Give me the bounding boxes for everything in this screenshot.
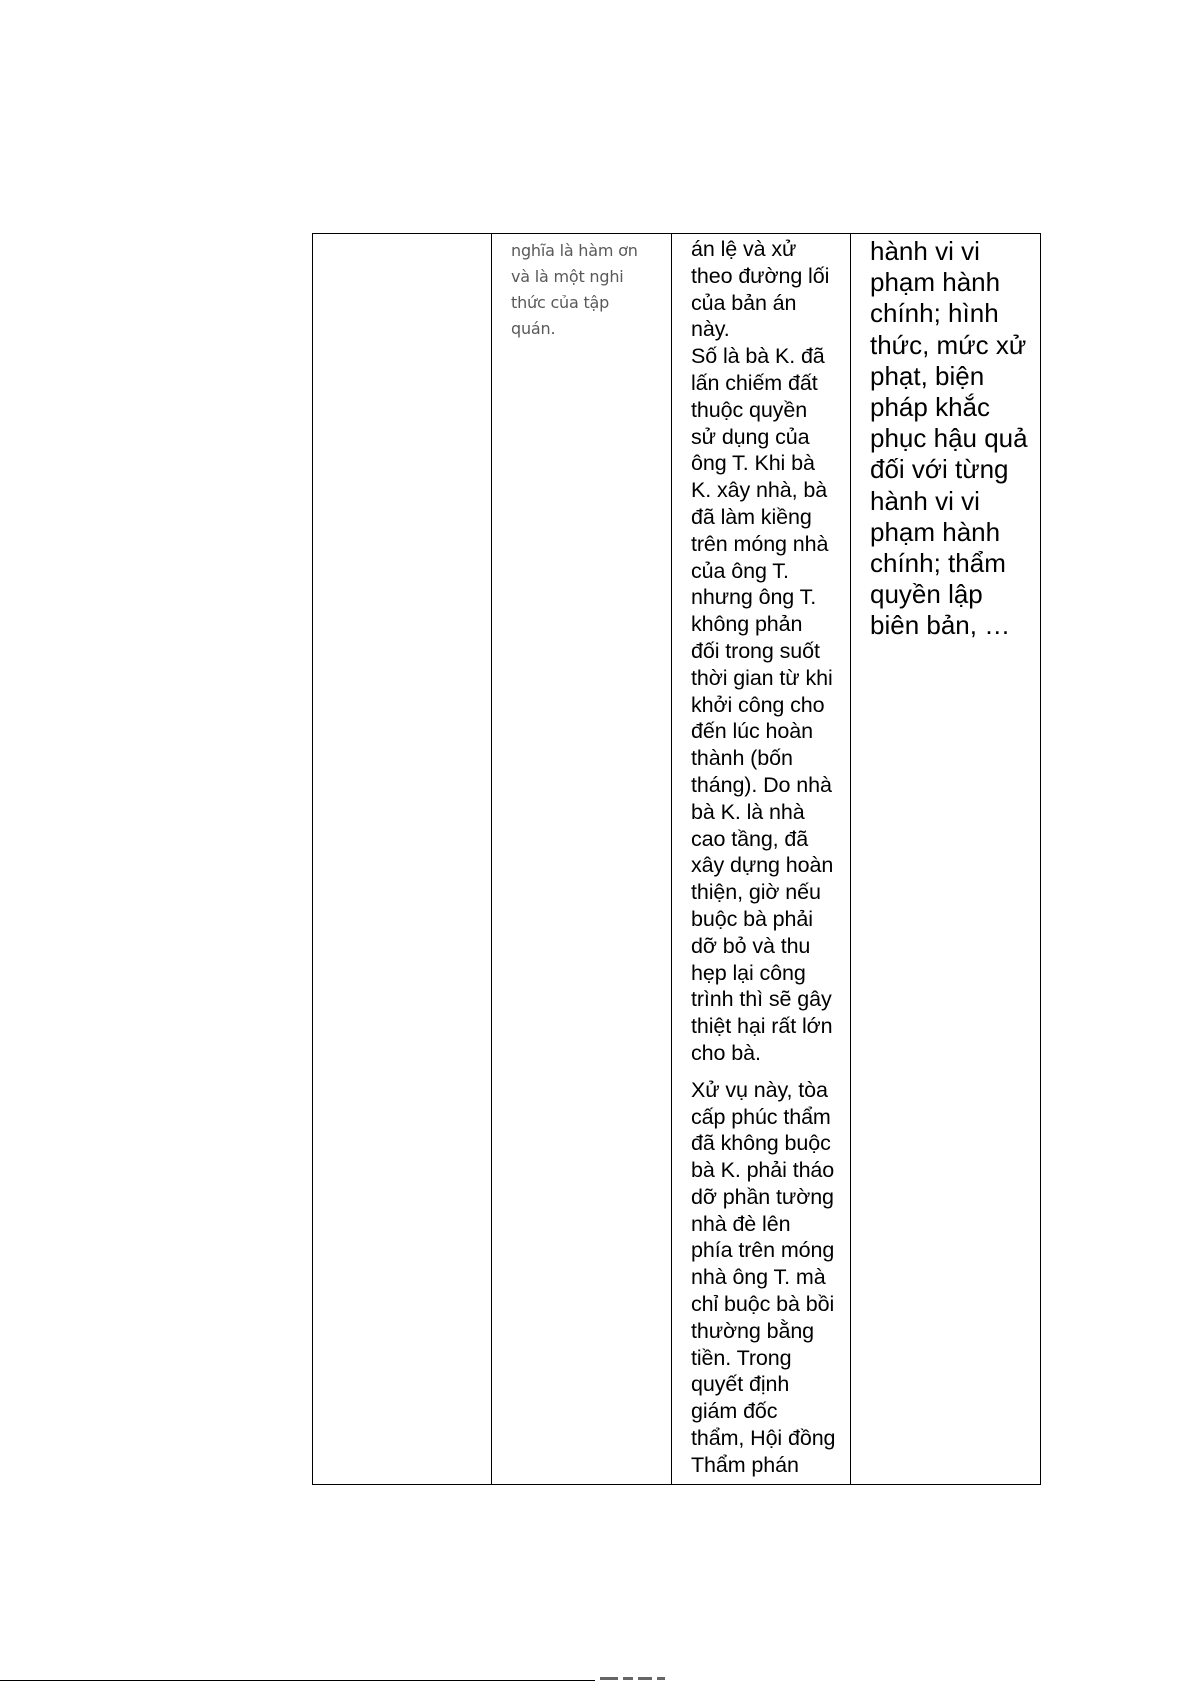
content-table bbox=[312, 233, 1041, 1485]
text-line: theo đường lối bbox=[691, 263, 830, 288]
text-line: giám đốc bbox=[691, 1399, 778, 1424]
text-line: tiền. Trong bbox=[691, 1345, 792, 1370]
text-line: hành vi vi bbox=[870, 236, 980, 266]
text-line: thiệt hại rất lớn bbox=[691, 1014, 833, 1039]
cell-column-2 bbox=[511, 238, 661, 342]
column-divider-2 bbox=[671, 234, 672, 1484]
text-line: thường bằng bbox=[691, 1318, 815, 1343]
text-line: ông T. Khi bà bbox=[691, 451, 815, 476]
text-line: phục hậu quả bbox=[870, 423, 1028, 454]
text-line: hành vi vi bbox=[870, 485, 980, 516]
text-line: phạm hành bbox=[870, 267, 1001, 298]
text-line: cho bà. bbox=[691, 1040, 761, 1065]
text-line: K. xây nhà, bà bbox=[691, 478, 828, 503]
text-line: thức của tập bbox=[511, 293, 610, 312]
text-line: cấp phúc thẩm bbox=[691, 1104, 831, 1129]
text-line: thành (bốn bbox=[691, 746, 793, 771]
text-line: nhà ông T. mà bbox=[691, 1265, 826, 1290]
text-line: dỡ phần tường bbox=[691, 1184, 834, 1209]
text-line: phạt, biện bbox=[870, 360, 985, 391]
cell-column-4 bbox=[870, 236, 1045, 642]
text-line: bà K. là nhà bbox=[691, 799, 805, 824]
text-line: đã không buộc bbox=[691, 1131, 831, 1156]
text-line: chính; hình bbox=[870, 298, 999, 329]
text-line: xây dựng hoàn bbox=[691, 853, 834, 878]
column-divider-1 bbox=[491, 234, 492, 1484]
text-line: đến lúc hoàn bbox=[691, 719, 813, 744]
text-line: đối với từng bbox=[870, 454, 1009, 485]
text-line: tháng). Do nhà bbox=[691, 772, 832, 797]
text-line: án lệ và xử bbox=[691, 237, 797, 261]
text-line: không phản bbox=[691, 612, 803, 637]
text-line: sử dụng của bbox=[691, 424, 810, 449]
text-line: chính; thẩm bbox=[870, 548, 1006, 579]
text-line: dỡ bỏ và thu bbox=[691, 933, 811, 958]
text-line: phía trên móng bbox=[691, 1238, 835, 1263]
text-line: quyền lập bbox=[870, 579, 983, 610]
text-line: nghĩa là hàm ơn bbox=[511, 241, 638, 260]
text-line: thời gian từ khi bbox=[691, 665, 833, 690]
text-line: khởi công cho bbox=[691, 692, 825, 717]
text-line: thiện, giờ nếu bbox=[691, 880, 821, 905]
text-line: đã làm kiềng bbox=[691, 504, 812, 529]
text-line: thuộc quyền bbox=[691, 397, 808, 422]
paragraph-1 bbox=[691, 236, 861, 1067]
text-line: nhưng ông T. bbox=[691, 585, 817, 610]
paragraph-2 bbox=[691, 1077, 861, 1479]
text-line: quán. bbox=[511, 319, 556, 338]
cropped-footer-text bbox=[600, 1677, 720, 1685]
text-line: chỉ buộc bà bồi bbox=[691, 1292, 835, 1317]
text-line: Thẩm phán bbox=[691, 1452, 799, 1477]
text-line: hẹp lại công bbox=[691, 960, 806, 985]
text-line: buộc bà phải bbox=[691, 906, 813, 931]
text-line: thẩm, Hội đồng bbox=[691, 1426, 836, 1451]
text-line: và là một nghi bbox=[511, 267, 624, 286]
text-line: của ông T. bbox=[691, 558, 789, 583]
text-line: pháp khắc bbox=[870, 392, 990, 423]
text-line: nhà đè lên bbox=[691, 1211, 791, 1236]
text-line: biên bản, … bbox=[870, 610, 1011, 641]
footnote-separator bbox=[0, 1680, 595, 1681]
text-line: trình thì sẽ gây bbox=[691, 987, 832, 1012]
text-line: quyết định bbox=[691, 1372, 790, 1397]
text-line: của bản án bbox=[691, 290, 797, 315]
text-line: cao tầng, đã bbox=[691, 826, 809, 851]
text-line: Xử vụ này, tòa bbox=[691, 1077, 828, 1102]
cell-column-3 bbox=[691, 236, 861, 1479]
text-line: Số là bà K. đã bbox=[691, 344, 825, 369]
text-line: lấn chiếm đất bbox=[691, 370, 818, 395]
text-line: thức, mức xử bbox=[870, 329, 1027, 360]
text-line: này. bbox=[691, 317, 730, 342]
text-line: phạm hành bbox=[870, 516, 1001, 547]
text-line: trên móng nhà bbox=[691, 531, 829, 556]
text-line: đối trong suốt bbox=[691, 638, 820, 663]
text-line: bà K. phải tháo bbox=[691, 1158, 835, 1183]
